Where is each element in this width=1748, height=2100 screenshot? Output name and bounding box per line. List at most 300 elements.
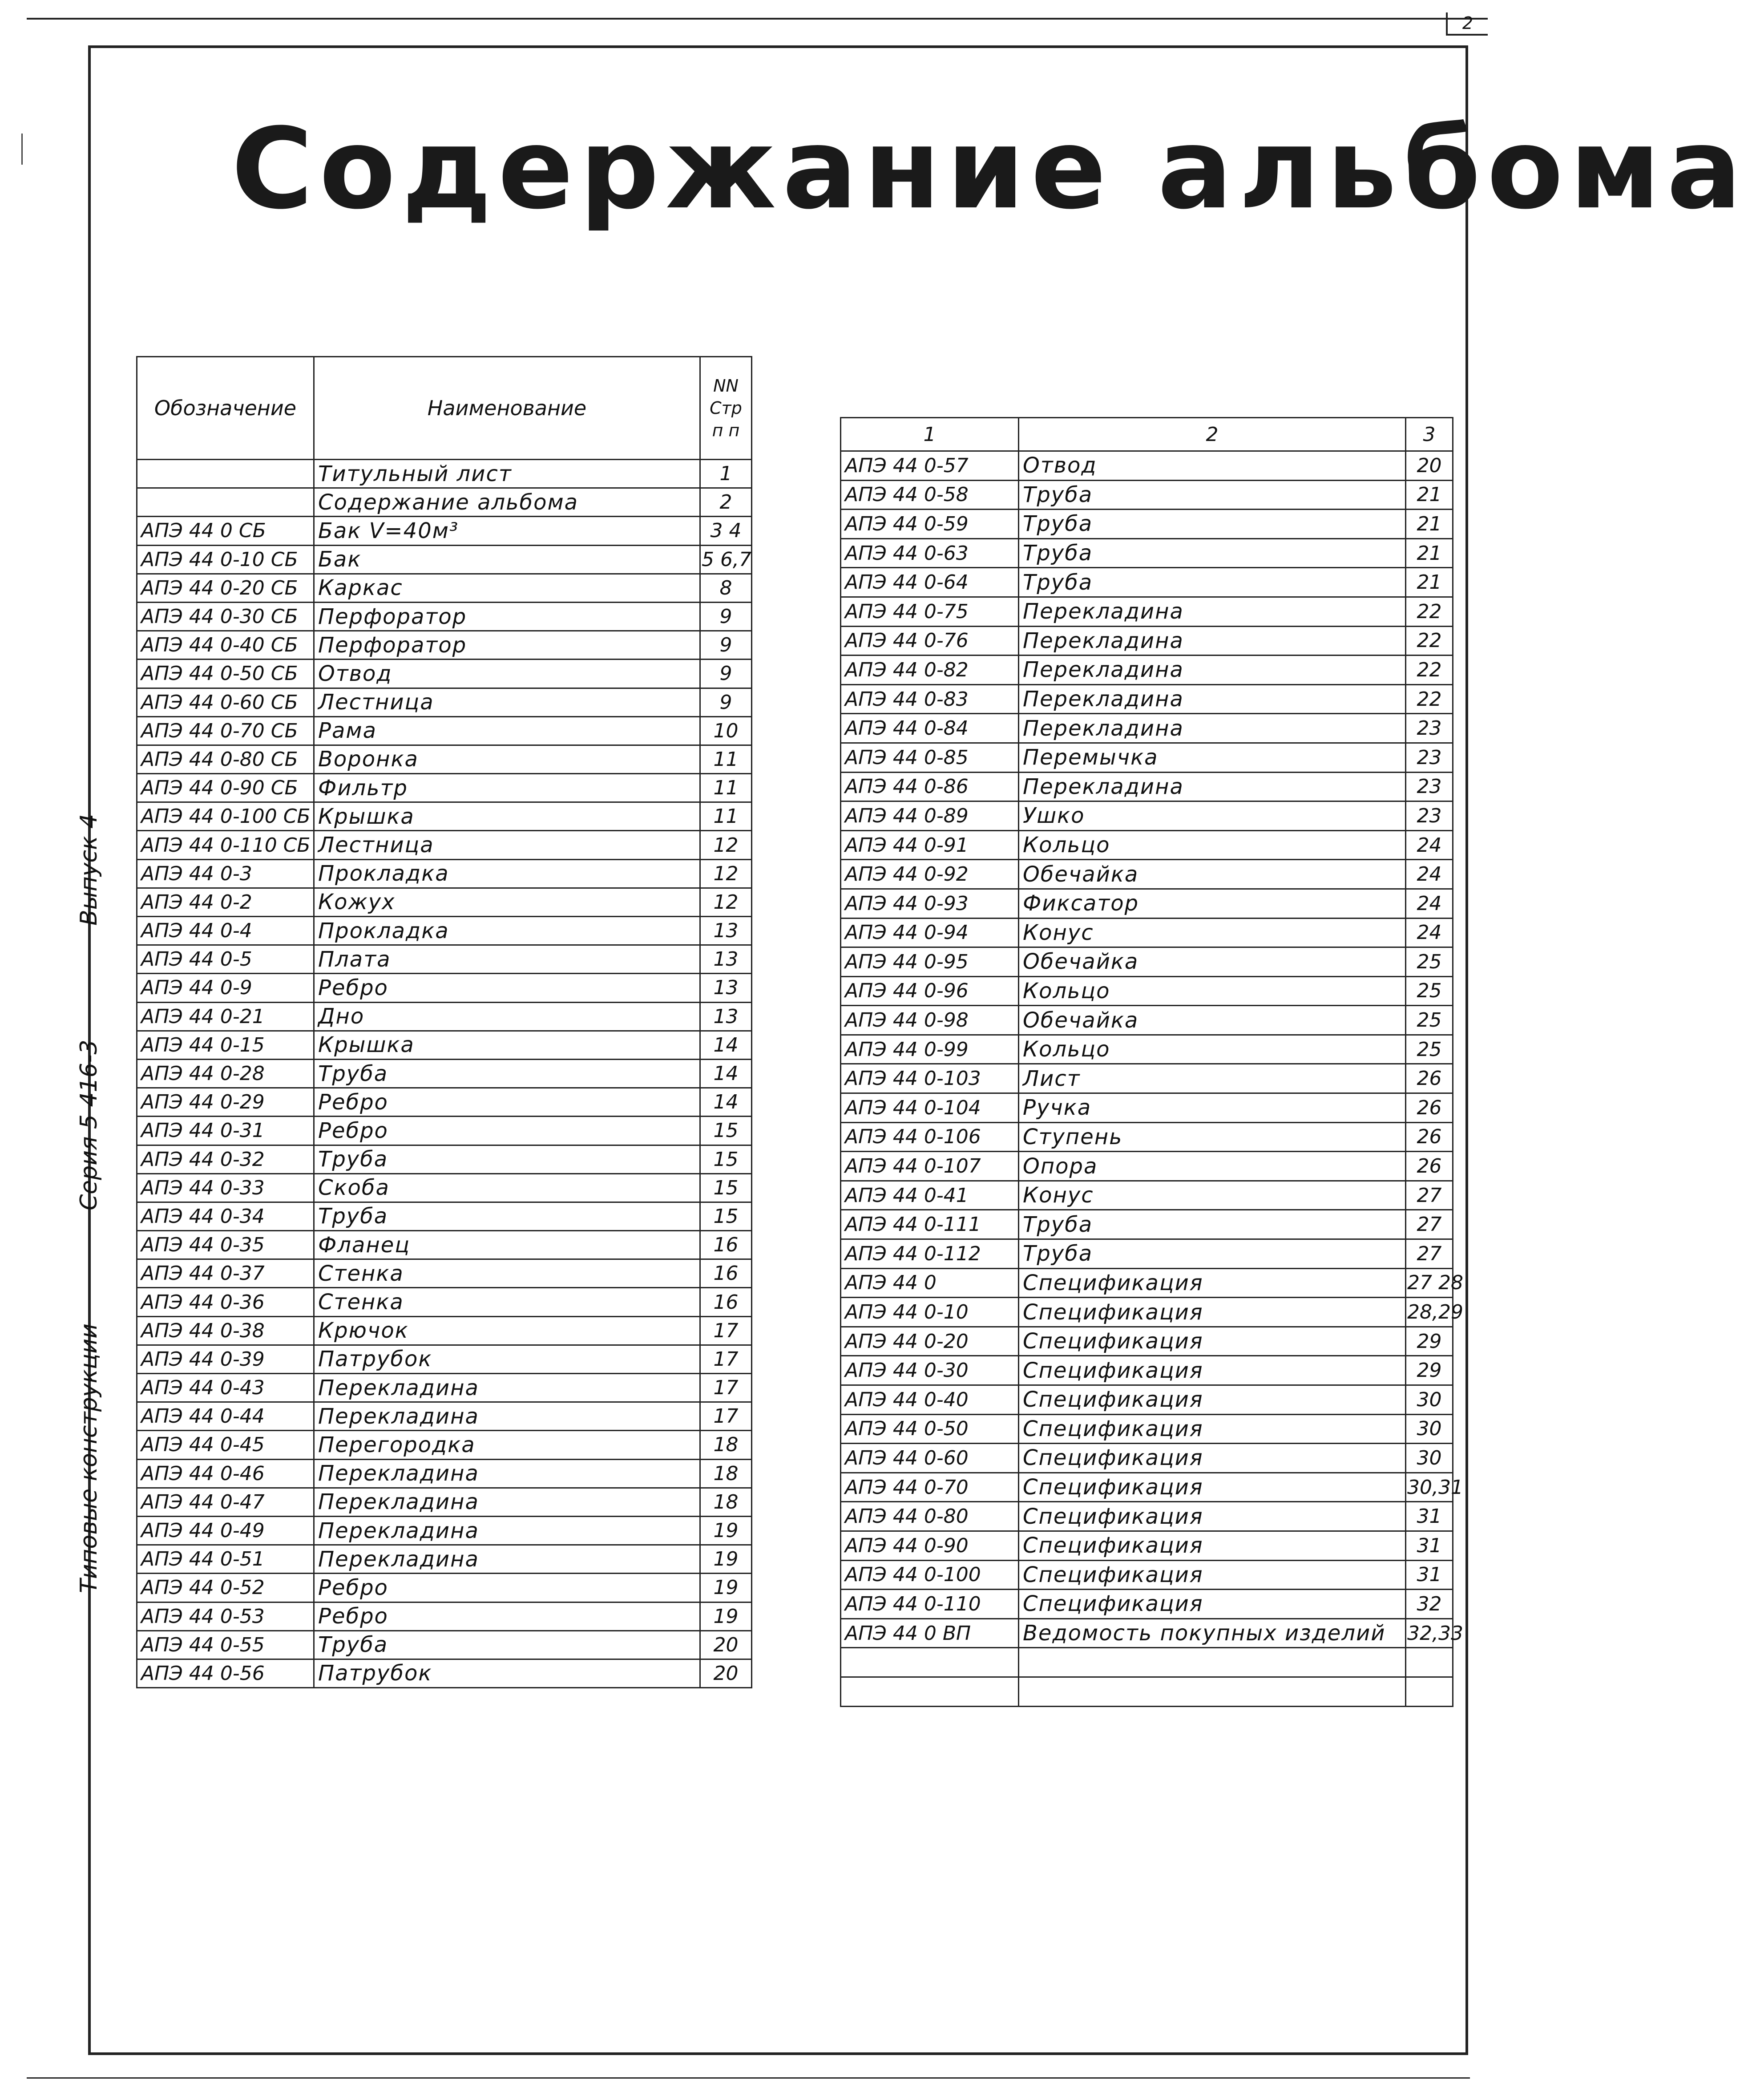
row-page: 28,29 [1406,1298,1453,1327]
row-page [1406,1648,1453,1677]
table-row [137,774,752,802]
row-page: 30,31 [1406,1473,1453,1502]
row-page: 32,33 [1406,1618,1453,1648]
row-name: Отвод [314,660,700,688]
table-header-row [841,418,1453,451]
row-designation: АПЭ 44 0 [841,1268,1019,1298]
row-designation: АПЭ 44 0-110 [841,1590,1019,1619]
row-name: Перфоратор [314,602,700,631]
table-row [841,1560,1453,1590]
table-row [137,1173,752,1202]
contents-table-left [136,356,752,1688]
row-designation: АПЭ 44 0-2 [137,888,314,916]
row-page: 17 [700,1374,752,1402]
row-page: 16 [700,1259,752,1288]
table-row [841,1356,1453,1385]
row-designation: АПЭ 44 0-76 [841,626,1019,655]
row-page: 19 [700,1516,752,1545]
row-designation: АПЭ 44 0-91 [841,830,1019,860]
row-designation: АПЭ 44 0-96 [841,976,1019,1006]
row-designation: АПЭ 44 0-10 [841,1298,1019,1327]
row-designation: АПЭ 44 0-10 СБ [137,545,314,574]
bottom-border-line [27,2077,1470,2079]
row-name: Ребро [314,1117,700,1145]
table-row [841,538,1453,568]
row-name: Перекладина [314,1516,700,1545]
row-name: Перекладина [1019,714,1406,743]
row-designation: АПЭ 44 0-4 [137,917,314,945]
table-row [841,1152,1453,1181]
row-designation [137,488,314,517]
row-page: 13 [700,945,752,974]
table-row [841,1385,1453,1415]
row-page: 24 [1406,830,1453,860]
row-name: Труба [314,1145,700,1173]
row-designation: АПЭ 44 0-70 СБ [137,716,314,745]
row-name: Спецификация [1019,1385,1406,1415]
row-page: 1 [700,460,752,488]
table-row [841,626,1453,655]
row-page: 3 4 [700,517,752,545]
table-row [137,1031,752,1059]
row-page: 31 [1406,1502,1453,1531]
row-name: Кожух [314,888,700,916]
row-page: 13 [700,1002,752,1031]
row-name: Прокладка [314,917,700,945]
table-row [841,1677,1453,1706]
row-name: Спецификация [1019,1502,1406,1531]
row-page: 14 [700,1088,752,1117]
row-name: Перекладина [1019,626,1406,655]
table-row [137,945,752,974]
table-row [137,1516,752,1545]
row-page: 15 [700,1145,752,1173]
table-row [841,714,1453,743]
row-designation: АПЭ 44 0-57 [841,451,1019,481]
row-page: 15 [700,1117,752,1145]
row-page: 32 [1406,1590,1453,1619]
row-page: 26 [1406,1093,1453,1123]
table-row [137,745,752,773]
margin-tick [21,134,23,165]
row-page: 20 [1406,451,1453,481]
row-designation [841,1677,1019,1706]
row-designation: АПЭ 44 0-82 [841,655,1019,685]
row-name: Труба [1019,480,1406,510]
table-row [137,688,752,716]
row-designation: АПЭ 44 0-110 СБ [137,831,314,859]
row-page: 21 [1406,538,1453,568]
row-page: 27 28 [1406,1268,1453,1298]
row-designation: АПЭ 44 0-52 [137,1574,314,1602]
row-name [1019,1648,1406,1677]
table-row [137,602,752,631]
row-designation: АПЭ 44 0-51 [137,1545,314,1574]
row-name [1019,1677,1406,1706]
row-designation: АПЭ 44 0 СБ [137,517,314,545]
table-row [137,1002,752,1031]
row-designation: АПЭ 44 0-46 [137,1459,314,1488]
row-page: 22 [1406,684,1453,714]
row-page: 29 [1406,1356,1453,1385]
row-page: 30 [1406,1414,1453,1444]
row-designation: АПЭ 44 0-40 СБ [137,631,314,660]
row-designation: АПЭ 44 0-37 [137,1259,314,1288]
row-page: 17 [700,1316,752,1345]
row-page: 9 [700,631,752,660]
row-page: 17 [700,1345,752,1373]
row-designation: АПЭ 44 0-32 [137,1145,314,1173]
row-designation: АПЭ 44 0-90 СБ [137,774,314,802]
row-name: Крючок [314,1316,700,1345]
row-name: Лестница [314,831,700,859]
row-page: 23 [1406,801,1453,831]
row-name: Спецификация [1019,1473,1406,1502]
row-designation: АПЭ 44 0-5 [137,945,314,974]
row-page [1406,1677,1453,1706]
row-designation: АПЭ 44 0-9 [137,974,314,1002]
row-name: Бак V=40м³ [314,517,700,545]
row-page: 29 [1406,1327,1453,1356]
row-page: 9 [700,660,752,688]
table-row [841,1035,1453,1064]
row-name: Спецификация [1019,1414,1406,1444]
row-designation: АПЭ 44 0-34 [137,1202,314,1230]
sheet-number: 2 [1446,12,1488,36]
header-pages: NN Стр п п [700,357,752,460]
table-row [137,831,752,859]
row-page: 10 [700,716,752,745]
row-name: Ведомость покупных изделий [1019,1618,1406,1648]
row-designation: АПЭ 44 0-80 [841,1502,1019,1531]
header-designation: Обозначение [137,357,314,460]
table-row [841,597,1453,626]
table-row [841,918,1453,947]
row-designation: АПЭ 44 0-50 СБ [137,660,314,688]
row-name: Крышка [314,1031,700,1059]
top-border-line [27,18,1488,20]
row-name: Перекладина [1019,597,1406,626]
sidebar-series-type: Типовые конструкции [76,1323,102,1593]
table-row [137,1059,752,1088]
table-row [841,976,1453,1006]
table-row [137,1345,752,1373]
row-page: 21 [1406,480,1453,510]
table-row [841,743,1453,772]
table-row [841,451,1453,481]
row-designation: АПЭ 44 0-47 [137,1488,314,1516]
table-row [841,1327,1453,1356]
table-header-row [137,357,752,460]
table-row [841,1502,1453,1531]
row-name: Перфоратор [314,631,700,660]
row-page: 2 [700,488,752,517]
table-row [137,1117,752,1145]
row-designation: АПЭ 44 0-107 [841,1152,1019,1181]
row-page: 8 [700,574,752,602]
row-designation: АПЭ 44 0-56 [137,1659,314,1687]
row-name: Бак [314,545,700,574]
row-name: Стенка [314,1288,700,1316]
row-page: 15 [700,1202,752,1230]
row-page: 16 [700,1231,752,1259]
header-name: Наименование [314,357,700,460]
row-designation: АПЭ 44 0-83 [841,684,1019,714]
row-name: Отвод [1019,451,1406,481]
row-page: 25 [1406,1006,1453,1035]
table-row [137,1231,752,1259]
row-designation: АПЭ 44 0-39 [137,1345,314,1373]
row-page: 30 [1406,1385,1453,1415]
row-name: Труба [314,1059,700,1088]
row-designation: АПЭ 44 0-44 [137,1402,314,1431]
row-page: 16 [700,1288,752,1316]
row-name: Труба [1019,568,1406,597]
row-designation: АПЭ 44 0-80 СБ [137,745,314,773]
row-designation: АПЭ 44 0 ВП [841,1618,1019,1648]
row-designation: АПЭ 44 0-112 [841,1239,1019,1269]
row-page: 27 [1406,1181,1453,1210]
row-page: 9 [700,602,752,631]
table-row [841,772,1453,801]
contents-table-right [840,417,1463,1707]
row-page: 27 [1406,1210,1453,1239]
row-name: Обечайка [1019,947,1406,977]
row-page: 22 [1406,597,1453,626]
row-designation: АПЭ 44 0-50 [841,1414,1019,1444]
table-row [841,1618,1453,1648]
row-page: 19 [700,1574,752,1602]
row-page: 5 6,7 [700,545,752,574]
table-row [841,1531,1453,1560]
row-name: Труба [1019,538,1406,568]
row-name: Перекладина [1019,684,1406,714]
row-name: Фиксатор [1019,889,1406,918]
row-page: 14 [700,1059,752,1088]
row-page: 22 [1406,626,1453,655]
table-row [137,1459,752,1488]
row-name: Труба [1019,510,1406,539]
row-designation: АПЭ 44 0-3 [137,859,314,888]
row-designation: АПЭ 44 0-94 [841,918,1019,947]
row-page: 31 [1406,1531,1453,1560]
row-name: Ребро [314,1574,700,1602]
row-page: 14 [700,1031,752,1059]
table-row [841,860,1453,889]
row-page: 18 [700,1459,752,1488]
row-page: 21 [1406,510,1453,539]
row-name: Ступень [1019,1122,1406,1152]
table-row [137,488,752,517]
row-name: Дно [314,1002,700,1031]
row-name: Спецификация [1019,1590,1406,1619]
row-designation: АПЭ 44 0-60 [841,1444,1019,1473]
row-page: 21 [1406,568,1453,597]
row-page: 11 [700,774,752,802]
row-page: 24 [1406,918,1453,947]
row-designation: АПЭ 44 0-103 [841,1064,1019,1093]
table-row [841,1268,1453,1298]
table-row [841,1093,1453,1123]
row-designation: АПЭ 44 0-38 [137,1316,314,1345]
row-page: 31 [1406,1560,1453,1590]
row-name: Перекладина [1019,772,1406,801]
row-name: Спецификация [1019,1298,1406,1327]
table-row [137,974,752,1002]
table-row [841,1298,1453,1327]
row-page: 12 [700,859,752,888]
row-designation: АПЭ 44 0-55 [137,1631,314,1659]
header-col-3: 3 [1406,418,1453,451]
table-row [137,1602,752,1631]
row-name: Перекладина [314,1545,700,1574]
row-designation: АПЭ 44 0-36 [137,1288,314,1316]
row-page: 24 [1406,860,1453,889]
row-designation: АПЭ 44 0-70 [841,1473,1019,1502]
row-designation: АПЭ 44 0-100 [841,1560,1019,1590]
row-name: Перекладина [314,1402,700,1431]
row-name: Спецификация [1019,1444,1406,1473]
table-row [137,1631,752,1659]
row-page: 25 [1406,1035,1453,1064]
table-row [137,1431,752,1459]
table-row [137,1202,752,1230]
table-row [841,1181,1453,1210]
row-name: Титульный лист [314,460,700,488]
row-designation: АПЭ 44 0-90 [841,1531,1019,1560]
row-designation: АПЭ 44 0-86 [841,772,1019,801]
row-name: Перекладина [314,1488,700,1516]
table-row [841,655,1453,685]
table-row [841,1006,1453,1035]
row-page: 26 [1406,1152,1453,1181]
row-name: Патрубок [314,1345,700,1373]
row-page: 11 [700,802,752,831]
row-page: 13 [700,917,752,945]
row-name: Прокладка [314,859,700,888]
row-name: Рама [314,716,700,745]
row-page: 17 [700,1402,752,1431]
row-designation: АПЭ 44 0-85 [841,743,1019,772]
table-row [841,684,1453,714]
sidebar-issue: Выпуск 4 [76,813,102,926]
row-page: 12 [700,888,752,916]
row-designation: АПЭ 44 0-28 [137,1059,314,1088]
table-row [137,1374,752,1402]
table-row [841,480,1453,510]
row-name: Перекладина [314,1374,700,1402]
row-designation: АПЭ 44 0-30 [841,1356,1019,1385]
table-row [137,859,752,888]
table-row [137,1574,752,1602]
table-row [841,1444,1453,1473]
row-name: Фильтр [314,774,700,802]
row-name: Обечайка [1019,860,1406,889]
row-name: Кольцо [1019,830,1406,860]
row-page: 23 [1406,714,1453,743]
row-name: Стенка [314,1259,700,1288]
row-name: Каркас [314,574,700,602]
row-name: Перекладина [314,1459,700,1488]
row-designation: АПЭ 44 0-106 [841,1122,1019,1152]
row-name: Перегородка [314,1431,700,1459]
row-name: Труба [1019,1239,1406,1269]
row-designation: АПЭ 44 0-20 [841,1327,1019,1356]
row-name: Патрубок [314,1659,700,1687]
row-page: 19 [700,1545,752,1574]
row-page: 25 [1406,976,1453,1006]
row-name: Кольцо [1019,1035,1406,1064]
row-name: Ребро [314,1088,700,1117]
row-name: Перекладина [1019,655,1406,685]
row-designation: АПЭ 44 0-35 [137,1231,314,1259]
row-designation: АПЭ 44 0-29 [137,1088,314,1117]
row-designation: АПЭ 44 0-33 [137,1173,314,1202]
row-name: Труба [1019,1210,1406,1239]
table-row [137,1145,752,1173]
row-designation: АПЭ 44 0-40 [841,1385,1019,1415]
row-name: Спецификация [1019,1560,1406,1590]
table-row [841,1414,1453,1444]
row-name: Лист [1019,1064,1406,1093]
row-page: 13 [700,974,752,1002]
row-designation: АПЭ 44 0-15 [137,1031,314,1059]
table-row [137,1288,752,1316]
row-designation: АПЭ 44 0-45 [137,1431,314,1459]
row-designation: АПЭ 44 0-31 [137,1117,314,1145]
row-name: Конус [1019,1181,1406,1210]
table-row [841,801,1453,831]
table-row [137,1659,752,1687]
row-name: Скоба [314,1173,700,1202]
row-page: 20 [700,1631,752,1659]
table-row [137,517,752,545]
header-col-2: 2 [1019,418,1406,451]
row-page: 22 [1406,655,1453,685]
row-designation: АПЭ 44 0-100 СБ [137,802,314,831]
table-row [841,830,1453,860]
row-name: Спецификация [1019,1356,1406,1385]
row-designation: АПЭ 44 0-63 [841,538,1019,568]
row-page: 18 [700,1488,752,1516]
row-designation: АПЭ 44 0-60 СБ [137,688,314,716]
row-designation: АПЭ 44 0-93 [841,889,1019,918]
row-page: 25 [1406,947,1453,977]
table-row [841,1473,1453,1502]
table-row [137,1259,752,1288]
row-page: 20 [700,1659,752,1687]
row-page: 27 [1406,1239,1453,1269]
row-page: 23 [1406,772,1453,801]
row-name: Крышка [314,802,700,831]
table-row [137,574,752,602]
row-designation: АПЭ 44 0-111 [841,1210,1019,1239]
table-row [137,660,752,688]
row-page: 19 [700,1602,752,1631]
row-name: Обечайка [1019,1006,1406,1035]
row-name: Плата [314,945,700,974]
row-designation: АПЭ 44 0-43 [137,1374,314,1402]
table-row [137,631,752,660]
row-designation: АПЭ 44 0-21 [137,1002,314,1031]
row-name: Ушко [1019,801,1406,831]
row-designation: АПЭ 44 0-89 [841,801,1019,831]
row-name: Фланец [314,1231,700,1259]
header-col-1: 1 [841,418,1019,451]
table-row [137,460,752,488]
row-page: 26 [1406,1064,1453,1093]
table-row [137,1545,752,1574]
